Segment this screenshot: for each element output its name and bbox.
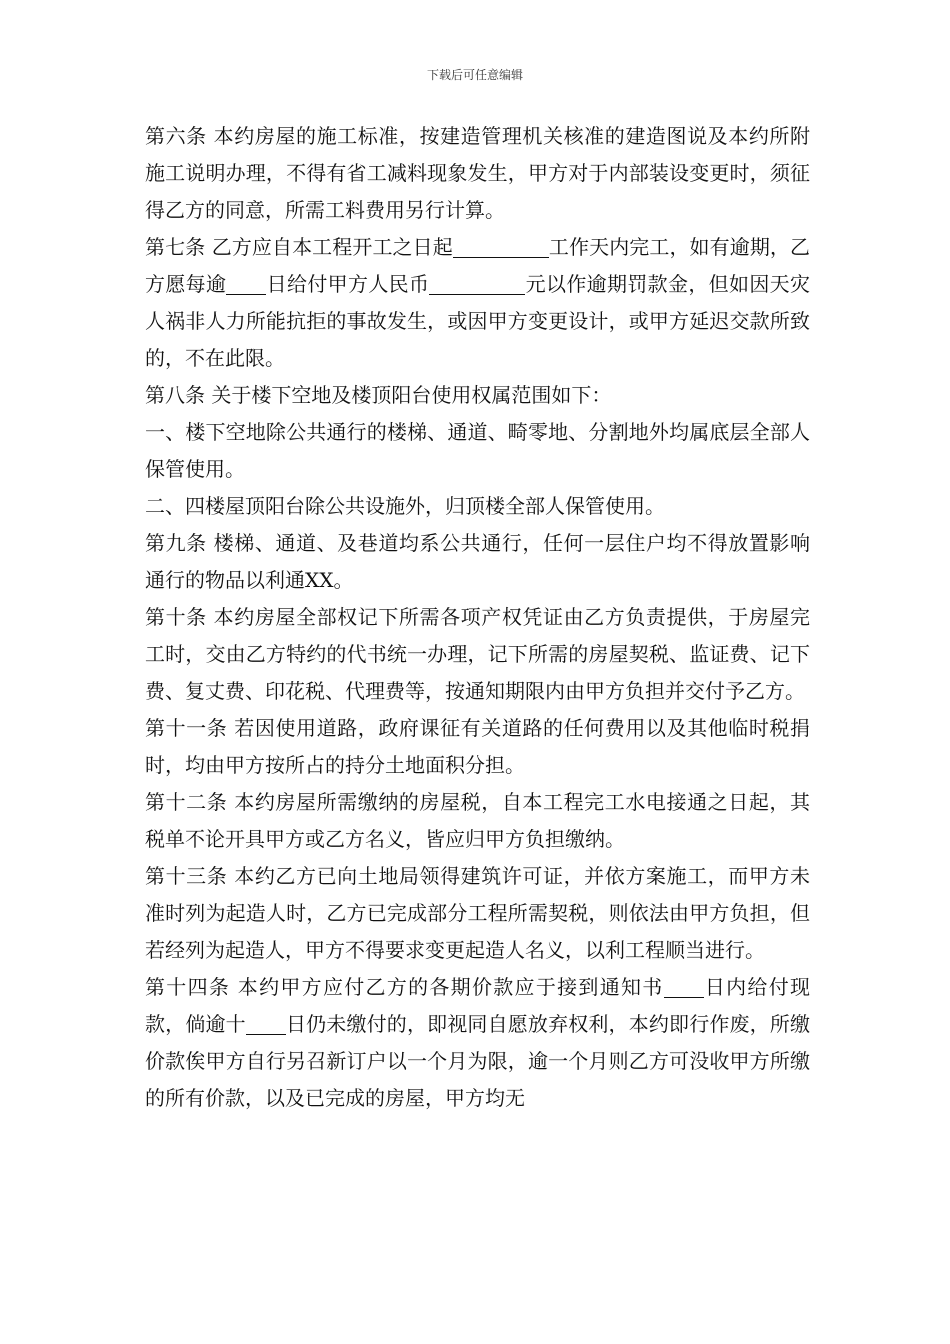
article-10: 第十条 本约房屋全部权记下所需各项产权凭证由乙方负责提供，于房屋完工时，交由乙方特约的代书统一办理，记下所需的房屋契税、监证费、记下费、复丈费、印花税、代理费等，按通知期限内由甲方负担并交付予乙方。 bbox=[145, 605, 810, 703]
workdays-blank[interactable] bbox=[453, 235, 549, 258]
article-7-part-3: 日给付甲方人民币 bbox=[266, 272, 430, 296]
article-7-part-1: 第七条 乙方应自本工程开工之日起 bbox=[145, 235, 453, 259]
notice-days-blank[interactable] bbox=[664, 975, 704, 998]
grace-days-blank[interactable] bbox=[246, 1012, 286, 1035]
article-14-part-3: 日仍未缴付的，即视同自愿放弃权利，本约即行作废，所缴价款俟甲方自行另召新订户以一个月为限，逾一个月则乙方可没收甲方所缴的所有价款，以及已完成的房屋，甲方均无 bbox=[145, 1012, 811, 1110]
article-7-part-4: 元以作逾期罚款金，但如因天灾人祸非人力所能抗拒的事故发生，或因甲方变更设计，或甲方延迟交款所致的，不在此限。 bbox=[145, 272, 811, 370]
article-7 bbox=[145, 229, 810, 377]
article-8-item-1: 一、楼下空地除公共通行的楼梯、通道、畸零地、分割地外均属底层全部人保管使用。 bbox=[145, 420, 810, 481]
document-body bbox=[145, 118, 810, 1117]
overdue-days-blank[interactable] bbox=[226, 272, 266, 295]
article-7-part-2: 工作天内完工，如有逾期，乙方愿每逾 bbox=[145, 235, 811, 296]
page-header: 下载后可任意编辑 bbox=[426, 68, 523, 82]
article-12: 第十二条 本约房屋所需缴纳的房屋税，自本工程完工水电接通之日起，其税单不论开具甲方或乙方名义，皆应归甲方负担缴纳。 bbox=[145, 790, 810, 851]
penalty-amount-blank[interactable] bbox=[429, 272, 525, 295]
article-14-part-1: 第十四条 本约甲方应付乙方的各期价款应于接到通知书 bbox=[145, 975, 664, 999]
article-14-part-2: 日内给付现款，倘逾十 bbox=[145, 975, 811, 1036]
article-9: 第九条 楼梯、通道、及巷道均系公共通行，任何一层住户均不得放置影响通行的物品以利通XX。 bbox=[145, 531, 810, 592]
article-13: 第十三条 本约乙方已向土地局领得建筑许可证，并依方案施工，而甲方未准时列为起造人时，乙方已完成部分工程所需契税，则依法由甲方负担，但若经列为起造人，甲方不得要求变更起造人名义，以利工程顺当进行。 bbox=[145, 864, 810, 962]
article-8: 第八条 关于楼下空地及楼顶阳台使用权属范围如下： bbox=[145, 383, 612, 407]
article-11: 第十一条 若因使用道路，政府课征有关道路的任何费用以及其他临时税捐时，均由甲方按所占的持分土地面积分担。 bbox=[145, 716, 810, 777]
article-14 bbox=[145, 969, 810, 1117]
article-8-item-2: 二、四楼屋顶阳台除公共设施外，归顶楼全部人保管使用。 bbox=[145, 494, 665, 518]
article-6: 第六条 本约房屋的施工标准，按建造管理机关核准的建造图说及本约所附施工说明办理，不得有省工减料现象发生，甲方对于内部装设变更时，须征得乙方的同意，所需工料费用另行计算。 bbox=[145, 124, 810, 222]
